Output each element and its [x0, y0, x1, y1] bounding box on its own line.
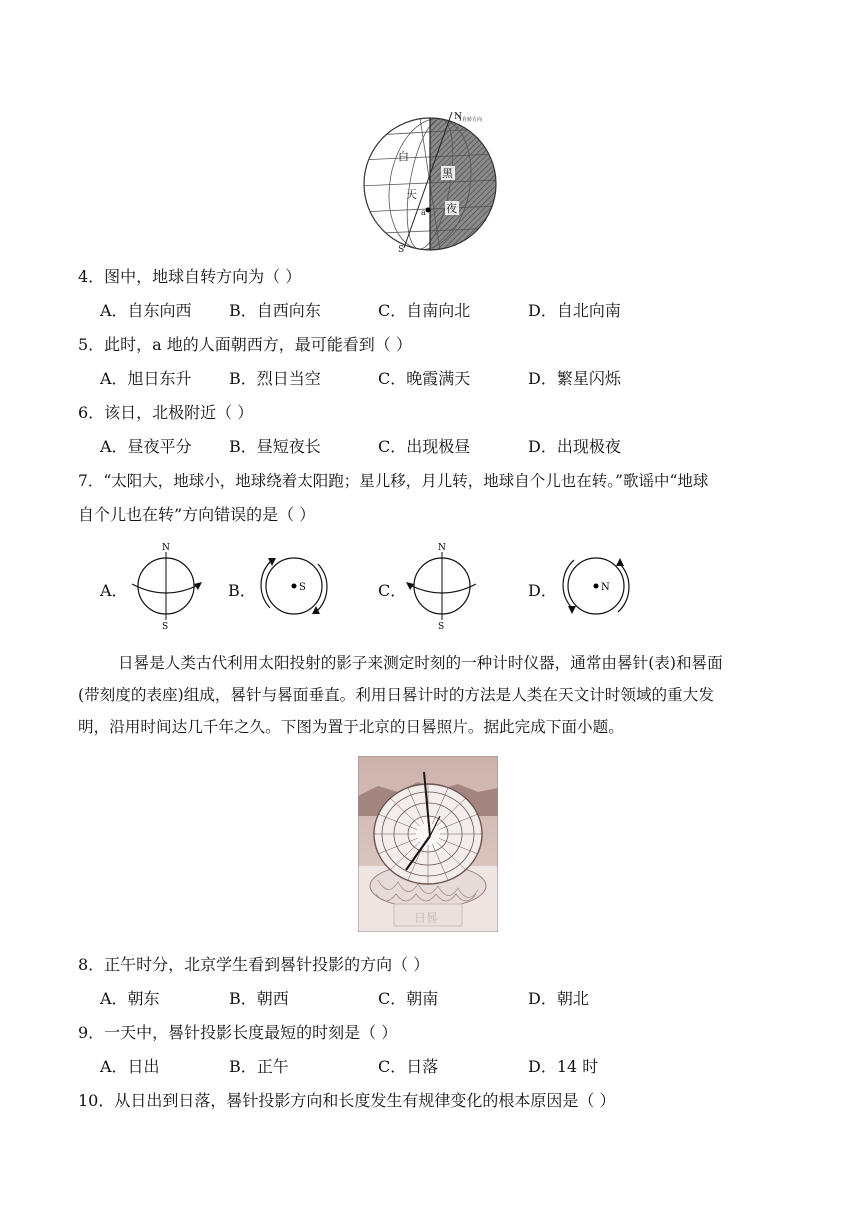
question-8-stem: 8．正午时分，北京学生看到晷针投影的方向（ ）	[78, 955, 430, 974]
passage-line-2: (带刻度的表座)组成，晷针与晷面垂直。利用日晷计时的方法是人类在天文计时领域的重大发	[78, 686, 714, 704]
q7c-north: N	[438, 543, 446, 553]
q7-option-a-label[interactable]: A．	[100, 581, 128, 600]
q7-option-d-label[interactable]: D．	[528, 581, 557, 600]
point-a-label: a	[421, 208, 426, 217]
question-7-line-1: 7．“太阳大，地球小，地球绕着太阳跑；星儿移，月儿转，地球自个儿也在转。”歌谣中“地球	[78, 472, 709, 490]
q4-option-c[interactable]: C．自南向北	[378, 301, 471, 320]
south-label: S	[398, 245, 405, 255]
q5-option-d[interactable]: D．繁星闪烁	[528, 369, 621, 388]
north-label: N	[454, 112, 462, 122]
q7-option-c-label[interactable]: C．	[378, 581, 407, 600]
q6-option-a[interactable]: A．昼夜平分	[100, 437, 192, 456]
q7-option-b-label[interactable]: B．	[228, 581, 256, 600]
q7-diagram-b	[254, 552, 334, 622]
day-label-1: 白	[398, 150, 409, 163]
question-5-stem: 5．此时，a 地的人面朝西方，最可能看到（ ）	[78, 335, 412, 354]
q7b-center: S	[299, 582, 306, 593]
q7c-south: S	[438, 622, 445, 630]
q8-option-d[interactable]: D．朝北	[528, 989, 589, 1008]
q5-option-c[interactable]: C．晚霞满天	[378, 369, 471, 388]
passage-line-1: 日晷是人类古代利用太阳投射的影子来测定时刻的一种计时仪器，通常由晷针(表)和晷面	[118, 654, 723, 672]
question-7-line-2: 自个儿也在转”方向错误的是（ ）	[78, 505, 316, 524]
globe-day-night-figure	[358, 108, 498, 256]
q8-option-a[interactable]: A．朝东	[100, 989, 160, 1008]
sundial-photo	[358, 756, 498, 932]
q7-diagram-d	[556, 552, 636, 622]
q6-option-d[interactable]: D．出现极夜	[528, 437, 621, 456]
q7a-south: S	[162, 622, 169, 630]
day-label-2: 天	[406, 188, 417, 201]
q4-option-b[interactable]: B．自西向东	[229, 301, 321, 320]
q7d-center: N	[601, 582, 610, 593]
night-label-2: 夜	[446, 202, 457, 215]
point-a-marker	[426, 208, 431, 213]
night-label-1: 黑	[442, 167, 453, 180]
q7-diagram-a	[126, 540, 206, 630]
q4-option-a[interactable]: A．自东向西	[100, 301, 192, 320]
q4-option-d[interactable]: D．自北向南	[528, 301, 621, 320]
q6-option-c[interactable]: C．出现极昼	[378, 437, 471, 456]
q8-option-c[interactable]: C．朝南	[378, 989, 439, 1008]
question-9-stem: 9．一天中，晷针投影长度最短的时刻是（ ）	[78, 1023, 398, 1042]
passage-line-3: 明，沿用时间达几千年之久。下图为置于北京的日晷照片。据此完成下面小题。	[78, 718, 624, 736]
q6-option-b[interactable]: B．昼短夜长	[229, 437, 321, 456]
q9-option-c[interactable]: C．日落	[378, 1057, 439, 1076]
question-4-stem: 4．图中，地球自转方向为（ ）	[78, 267, 302, 286]
question-10-stem: 10．从日出到日落，晷针投影方向和长度发生有规律变化的根本原因是（ ）	[78, 1091, 616, 1110]
q9-option-d[interactable]: D．14 时	[528, 1057, 599, 1076]
q9-option-a[interactable]: A．日出	[100, 1057, 160, 1076]
q9-option-b[interactable]: B．正午	[229, 1057, 289, 1076]
sundial-passage	[78, 647, 784, 743]
q7-diagram-c	[402, 540, 482, 630]
q5-option-b[interactable]: B．烈日当空	[229, 369, 321, 388]
rotation-caption: 自转方向	[462, 117, 483, 123]
q5-option-a[interactable]: A．旭日东升	[100, 369, 192, 388]
question-6-stem: 6．该日，北极附近（ ）	[78, 403, 254, 422]
sundial-inscription: 日晷	[414, 911, 439, 925]
q8-option-b[interactable]: B．朝西	[229, 989, 289, 1008]
q7a-north: N	[162, 543, 170, 553]
